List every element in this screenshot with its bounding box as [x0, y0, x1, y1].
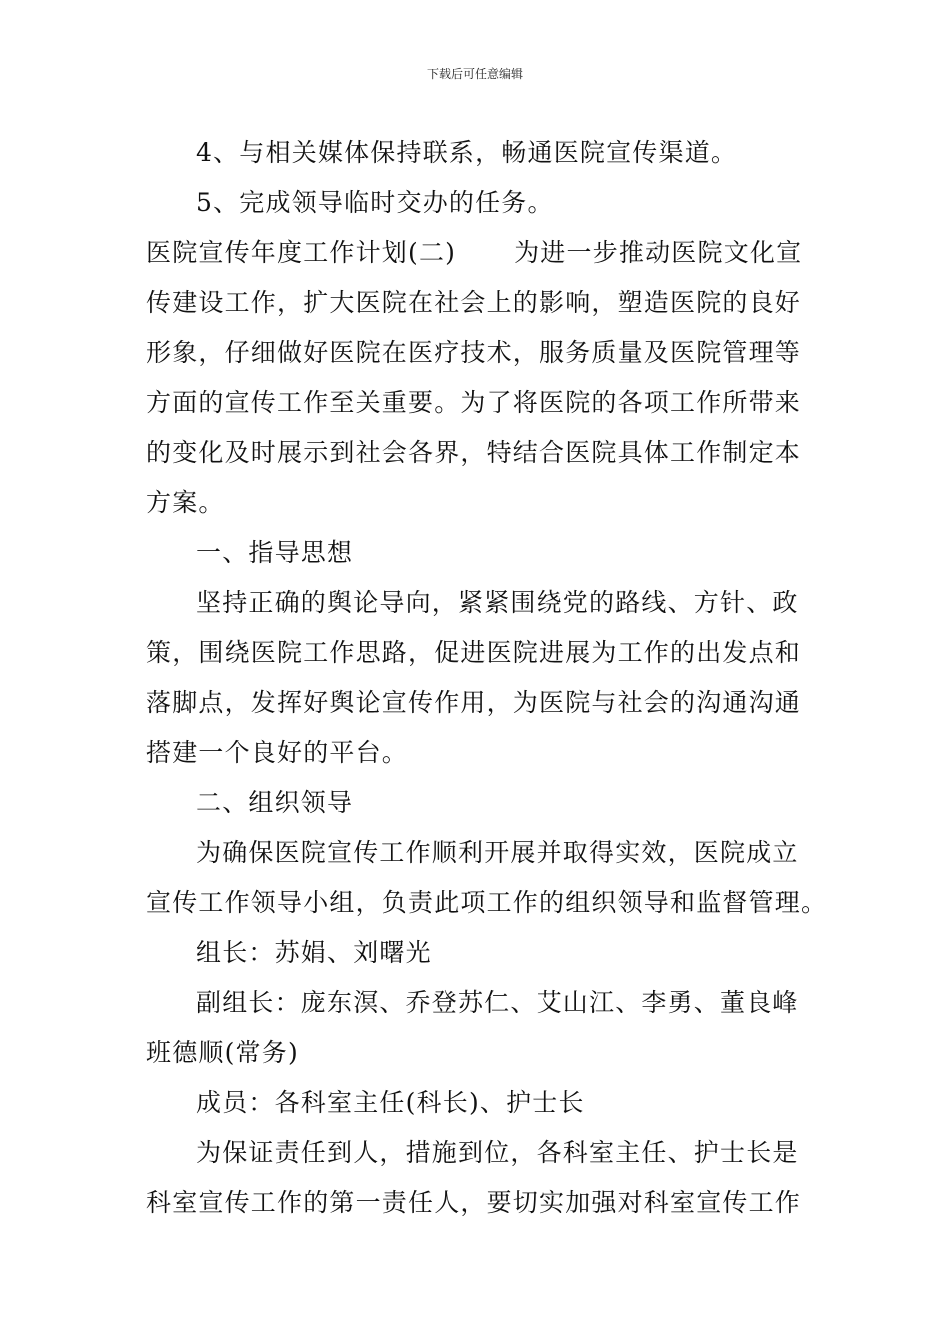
- text-line-deputy-leaders: 副组长：庞东溟、乔登苏仁、艾山江、李勇、董良峰: [196, 988, 799, 1017]
- text-line: 策，围绕医院工作思路，促进医院进展为工作的出发点和: [146, 638, 802, 667]
- document-body: [146, 128, 828, 1228]
- text-line: 班德顺(常务): [146, 1038, 299, 1067]
- text-line: 落脚点，发挥好舆论宣传作用，为医院与社会的沟通沟通: [146, 688, 802, 717]
- text-line: 5、完成领导临时交办的任务。: [196, 188, 554, 217]
- text-line: 4、与相关媒体保持联系，畅通医院宣传渠道。: [196, 138, 738, 167]
- text-line: 方面的宣传工作至关重要。为了将医院的各项工作所带来: [146, 388, 802, 417]
- text-line: 科室宣传工作的第一责任人，要切实加强对科室宣传工作: [146, 1188, 802, 1217]
- text-line: 形象，仔细做好医院在医疗技术，服务质量及医院管理等: [146, 338, 802, 367]
- text-line: 为确保医院宣传工作顺利开展并取得实效，医院成立: [196, 838, 799, 867]
- section-title: 医院宣传年度工作计划(二): [146, 238, 457, 267]
- text-line: 的变化及时展示到社会各界，特结合医院具体工作制定本: [146, 438, 802, 467]
- text-line: 传建设工作，扩大医院在社会上的影响，塑造医院的良好: [146, 288, 802, 317]
- text-line: 为保证责任到人，措施到位，各科室主任、护士长是: [196, 1138, 799, 1167]
- text-line: 方案。: [146, 488, 225, 517]
- text-line-members: 成员：各科室主任(科长)、护士长: [196, 1088, 585, 1117]
- text-line: 搭建一个良好的平台。: [146, 738, 409, 767]
- section-intro: 为进一步推动医院文化宣: [514, 238, 803, 267]
- text-line: 宣传工作领导小组，负责此项工作的组织领导和监督管理。: [146, 888, 828, 917]
- heading-organization-leadership: 二、组织领导: [196, 788, 354, 817]
- page-header: 下载后可任意编辑: [426, 67, 523, 81]
- heading-guiding-ideology: 一、指导思想: [196, 538, 354, 567]
- text-line-section-heading: [146, 228, 808, 278]
- text-line-leader: 组长：苏娟、刘曙光: [196, 938, 432, 967]
- text-line: 坚持正确的舆论导向，紧紧围绕党的路线、方针、政: [196, 588, 799, 617]
